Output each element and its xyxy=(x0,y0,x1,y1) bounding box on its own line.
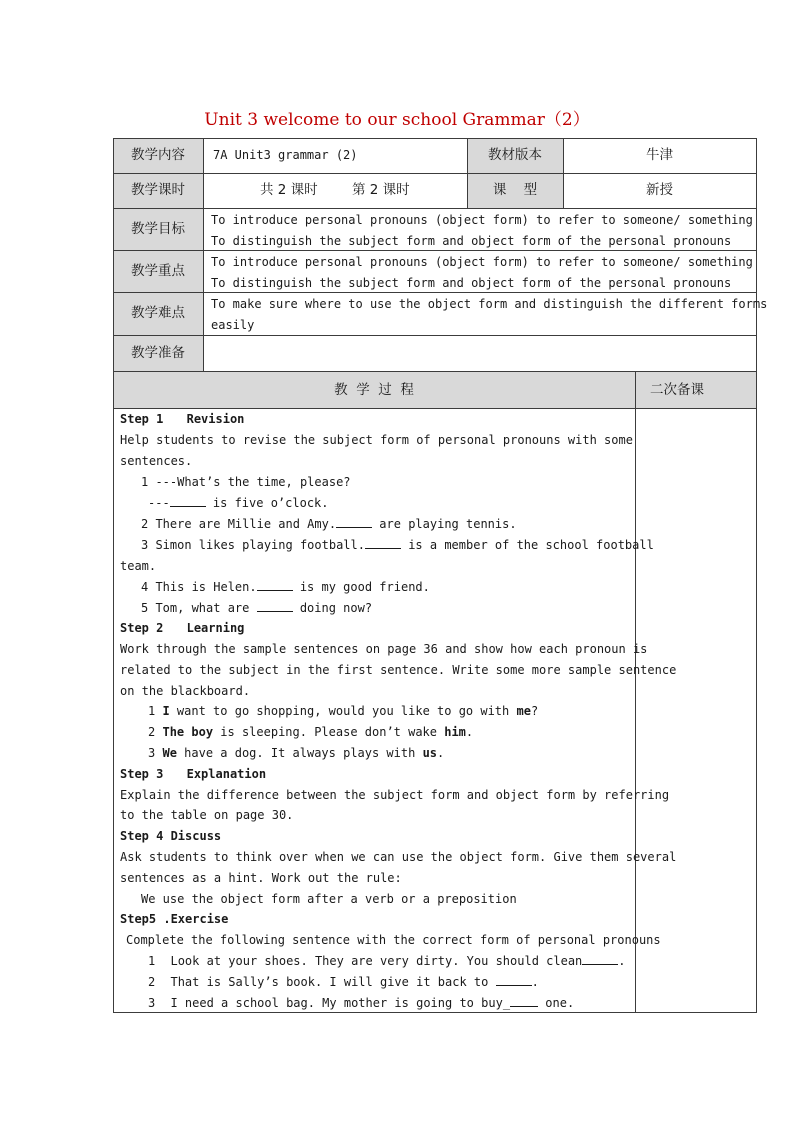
item-number: 2 xyxy=(148,725,156,739)
step1-name: Revision xyxy=(186,412,245,426)
answer-blank xyxy=(170,494,206,507)
table-border xyxy=(113,371,757,372)
step4-text: sentences as a hint. Work out the rule: xyxy=(120,871,402,885)
answer-blank xyxy=(582,952,618,965)
goals-line: To introduce personal pronouns (object form) to refer to someone/ something xyxy=(211,213,753,227)
label-teaching-content: 教学内容 xyxy=(131,147,185,163)
step1-intro: sentences. xyxy=(120,454,193,468)
item-text: 4 This is Helen. xyxy=(141,580,257,594)
label-teaching-hours: 教学课时 xyxy=(131,182,185,198)
difficult-line: easily xyxy=(211,318,255,332)
item-text: 3 Simon likes playing football. xyxy=(141,538,365,552)
item-number: 1 xyxy=(148,954,156,968)
item-text: Look at your shoes. They are very dirty. You should clean xyxy=(170,954,583,968)
table-border xyxy=(113,335,757,336)
exercise-item-1 xyxy=(148,951,626,972)
step4-text: Ask students to think over when we can use the object form. Give them several xyxy=(120,850,677,864)
object-pronoun: us xyxy=(422,746,438,760)
label-textbook-edition: 教材版本 xyxy=(488,147,542,163)
item-text: one. xyxy=(538,996,575,1010)
step3-text: Explain the difference between the subject form and object form by referring xyxy=(120,788,670,802)
value-textbook-edition: 牛津 xyxy=(646,147,673,163)
step3-name: Explanation xyxy=(186,767,267,781)
step1-label: Step 1 xyxy=(120,412,164,426)
value-lesson-type: 新授 xyxy=(646,182,673,198)
item-text: _ xyxy=(502,996,511,1010)
label-preparation: 教学准备 xyxy=(131,345,185,361)
item-text: are playing tennis. xyxy=(372,517,517,531)
value-hours-total: 共 2 课时 xyxy=(260,182,318,198)
label-difficult-points: 教学难点 xyxy=(131,305,185,321)
revision-item-2 xyxy=(141,514,517,535)
example-sentence-2 xyxy=(148,722,473,743)
step2-intro: related to the subject in the first sentence. Write some more sample sentence xyxy=(120,663,677,677)
step3-title xyxy=(120,764,266,785)
table-border xyxy=(113,173,757,174)
step5-title: Step5 .Exercise xyxy=(120,912,229,926)
subject-pronoun: We xyxy=(162,746,177,760)
item-text: is five o’clock. xyxy=(205,496,329,510)
item-text: 5 Tom, what are xyxy=(141,601,257,615)
process-header: 教 学 过 程 xyxy=(334,382,414,398)
label-teaching-goals: 教学目标 xyxy=(131,221,185,237)
example-sentence-3 xyxy=(148,743,444,764)
answer-blank xyxy=(496,973,532,986)
key-line: To introduce personal pronouns (object form) to refer to someone/ something xyxy=(211,255,753,269)
answer-blank xyxy=(336,515,372,528)
value-teaching-content: 7A Unit3 grammar (2) xyxy=(213,148,358,162)
difficult-line: To make sure where to use the object form and distinguish the different forms xyxy=(211,297,768,311)
item-text: want to go shopping, would you like to go with xyxy=(169,704,517,718)
item-number: 2 xyxy=(148,975,156,989)
step1-title xyxy=(120,409,244,430)
item-text: . xyxy=(437,746,445,760)
revision-item-3-cont: team. xyxy=(120,559,157,573)
step3-text: to the table on page 30. xyxy=(120,808,294,822)
item-text: --- xyxy=(148,496,170,510)
item-text: . xyxy=(618,954,626,968)
answer-blank xyxy=(257,599,293,612)
example-sentence-1 xyxy=(148,701,538,722)
item-text: is sleeping. Please don’t wake xyxy=(213,725,445,739)
item-text: ? xyxy=(530,704,539,718)
step5-intro: Complete the following sentence with the correct form of personal pronouns xyxy=(126,933,661,947)
grammar-rule: We use the object form after a verb or a preposition xyxy=(141,892,517,906)
object-pronoun: me xyxy=(516,704,531,718)
goals-line: To distinguish the subject form and object form of the personal pronouns xyxy=(211,234,732,248)
step2-name: Learning xyxy=(186,621,245,635)
step4-title: Step 4 Discuss xyxy=(120,829,222,843)
table-border xyxy=(635,371,636,1013)
object-pronoun: him xyxy=(444,725,466,739)
value-hours-current: 第 2 课时 xyxy=(352,182,410,198)
item-text: is a member of the school football xyxy=(400,538,654,552)
item-text: . xyxy=(465,725,474,739)
table-border xyxy=(203,138,204,371)
label-key-points: 教学重点 xyxy=(131,263,185,279)
revision-item-5 xyxy=(141,598,372,619)
item-text: I need a school bag. My mother is going to buy xyxy=(170,996,503,1010)
answer-blank xyxy=(510,994,538,1007)
table-border xyxy=(113,208,757,209)
exercise-item-2 xyxy=(148,972,539,993)
step2-intro: Work through the sample sentences on page 36 and show how each pronoun is xyxy=(120,642,648,656)
table-border xyxy=(756,138,757,1013)
page-title: Unit 3 welcome to our school Grammar（2） xyxy=(204,110,590,130)
item-text: is my good friend. xyxy=(292,580,430,594)
revision-item-3 xyxy=(141,535,654,556)
subject-pronoun: I xyxy=(162,704,170,718)
subject-pronoun: The boy xyxy=(162,725,214,739)
step3-label: Step 3 xyxy=(120,767,164,781)
revision-item-1a: 1 ---What’s the time, please? xyxy=(141,475,351,489)
step1-intro: Help students to revise the subject form of personal pronouns with some xyxy=(120,433,633,447)
item-text: . xyxy=(531,975,539,989)
key-line: To distinguish the subject form and object form of the personal pronouns xyxy=(211,276,732,290)
label-lesson-type: 课 型 xyxy=(492,182,538,198)
item-number: 1 xyxy=(148,704,156,718)
step2-title xyxy=(120,618,244,639)
item-number: 3 xyxy=(148,746,156,760)
item-number: 3 xyxy=(148,996,156,1010)
answer-blank xyxy=(257,578,293,591)
step2-intro: on the blackboard. xyxy=(120,684,251,698)
revision-item-4 xyxy=(141,577,430,598)
item-text: 2 There are Millie and Amy. xyxy=(141,517,337,531)
notes-header: 二次备课 xyxy=(650,382,704,398)
table-border xyxy=(113,138,757,139)
item-text: have a dog. It always plays with xyxy=(176,746,423,760)
revision-item-1b xyxy=(148,493,329,514)
item-text: That is Sally’s book. I will give it back to xyxy=(170,975,496,989)
answer-blank xyxy=(365,536,401,549)
item-text: doing now? xyxy=(292,601,373,615)
exercise-item-3 xyxy=(148,993,574,1014)
step2-label: Step 2 xyxy=(120,621,164,635)
